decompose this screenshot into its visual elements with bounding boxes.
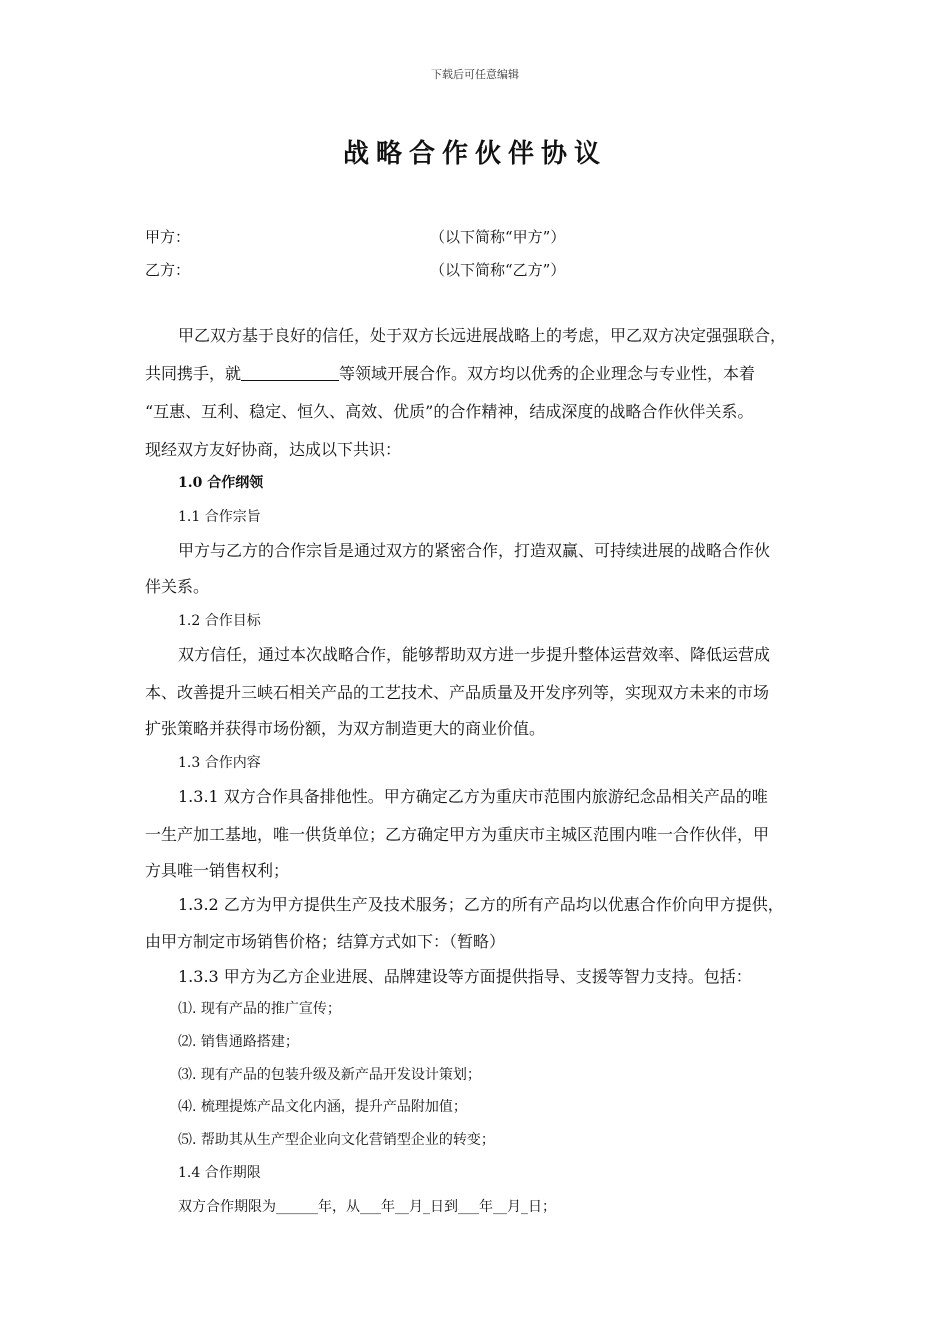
list-item — [178, 1064, 481, 1084]
section-heading-1-0: 1.0 合作纲领 — [178, 475, 264, 491]
section-heading-1-4: 1.4 合作期限 — [178, 1165, 261, 1181]
list-item-number: ⑶. — [178, 1067, 197, 1083]
sec12-line-3: 扩张策略并获得市场份额，为双方制造更大的商业价值。 — [145, 719, 546, 738]
list-item-text: 梳理提炼产品文化内涵，提升产品附加值； — [200, 1099, 467, 1115]
list-item — [178, 1096, 467, 1116]
list-item-number: ⑸. — [178, 1132, 197, 1148]
sec131-line-1: 1.3.1 双方合作具备排他性。甲方确定乙方为重庆市范围内旅游纪念品相关产品的唯 — [178, 787, 768, 806]
party-a-label: 甲方： — [145, 228, 191, 246]
sec132-line-2: 由甲方制定市场销售价格；结算方式如下：（暂略） — [145, 932, 506, 951]
field-blank — [241, 366, 339, 381]
party-b-label: 乙方： — [145, 261, 191, 279]
list-item — [178, 1129, 495, 1149]
intro-line-2 — [145, 361, 755, 384]
section-heading-1-1: 1.1 合作宗旨 — [178, 509, 261, 525]
intro-line-1: 甲乙双方基于良好的信任，处于双方长远进展战略上的考虑，甲乙双方决定强强联合， — [178, 326, 787, 345]
sec132-line-1: 1.3.2 乙方为甲方提供生产及技术服务；乙方的所有产品均以优惠合作价向甲方提供， — [178, 895, 784, 914]
sec131-line-2: 一生产加工基地，唯一供货单位；乙方确定甲方为重庆市主城区范围内唯一合作伙伴，甲 — [145, 825, 770, 844]
list-item — [178, 998, 341, 1018]
intro-line-2-start: 共同携手，就 — [145, 364, 242, 383]
sec14-line: 双方合作期限为______年，从___年__月_日到___年__月_日； — [178, 1199, 556, 1215]
intro-line-2-end: 等领域开展合作。双方均以优秀的企业理念与专业性，本着 — [339, 364, 756, 383]
document-title: 战略合作伙伴协议 — [342, 139, 607, 169]
list-item-number: ⑷. — [178, 1099, 197, 1115]
sec11-line-1: 甲方与乙方的合作宗旨是通过双方的紧密合作，打造双赢、可持续进展的战略合作伙 — [178, 541, 771, 560]
party-b-note: （以下简称“乙方”） — [430, 261, 566, 279]
list-item-number: ⑵. — [178, 1034, 197, 1050]
page-header: 下载后可任意编辑 — [431, 68, 519, 81]
list-item-text: 现有产品的推广宣传； — [200, 1001, 341, 1017]
party-a-note: （以下简称“甲方”） — [430, 228, 566, 246]
sec11-line-2: 伴关系。 — [145, 577, 210, 596]
list-item-text: 现有产品的包装升级及新产品开发设计策划； — [200, 1067, 481, 1083]
sec12-line-1: 双方信任，通过本次战略合作，能够帮助双方进一步提升整体运营效率、降低运营成 — [178, 645, 771, 664]
list-item-text: 销售通路搭建； — [200, 1034, 299, 1050]
list-item-number: ⑴. — [178, 1001, 197, 1017]
list-item-text: 帮助其从生产型企业向文化营销型企业的转变； — [200, 1132, 495, 1148]
sec12-line-2: 本、改善提升三峡石相关产品的工艺技术、产品质量及开发序列等，实现双方未来的市场 — [145, 683, 770, 702]
sec133-line-1: 1.3.3 甲方为乙方企业进展、品牌建设等方面提供指导、支援等智力支持。包括： — [178, 967, 752, 986]
intro-line-4: 现经双方友好协商，达成以下共识： — [145, 440, 402, 459]
section-heading-1-3: 1.3 合作内容 — [178, 755, 261, 771]
list-item — [178, 1031, 299, 1051]
section-heading-1-2: 1.2 合作目标 — [178, 613, 261, 629]
intro-line-3: “互惠、互利、稳定、恒久、高效、优质”的合作精神，结成深度的战略合作伙伴关系。 — [145, 402, 754, 421]
sec131-line-3: 方具唯一销售权利； — [145, 861, 290, 880]
